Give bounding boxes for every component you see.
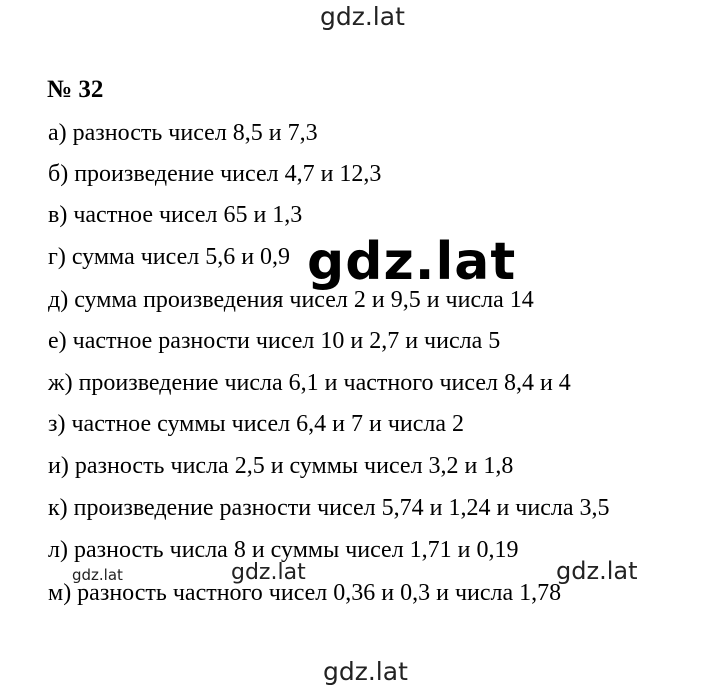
watermark-small-left: gdz.lat	[72, 566, 123, 584]
exercise-title: № 32	[47, 76, 104, 103]
task-item-i: и) разность числа 2,5 и суммы чисел 3,2 и 1,8	[48, 453, 514, 479]
task-item-a: а) разность чисел 8,5 и 7,3	[48, 120, 318, 146]
task-item-g: г) сумма чисел 5,6 и 0,9	[48, 244, 291, 270]
task-item-d: д) сумма произведения чисел 2 и 9,5 и числа 14	[48, 287, 534, 313]
task-item-e: е) частное разности чисел 10 и 2,7 и числа 5	[48, 328, 501, 354]
task-item-m: м) разность частного чисел 0,36 и 0,3 и числа 1,78	[48, 580, 562, 606]
watermark-right: gdz.lat	[556, 557, 638, 585]
task-item-k: к) произведение разности чисел 5,74 и 1,24 и числа 3,5	[48, 495, 610, 521]
watermark-mid-left: gdz.lat	[231, 560, 306, 585]
task-item-z: з) частное суммы чисел 6,4 и 7 и числа 2	[48, 411, 465, 437]
task-item-v: в) частное чисел 65 и 1,3	[48, 202, 303, 228]
task-item-zh: ж) произведение числа 6,1 и частного чисел 8,4 и 4	[48, 370, 571, 396]
task-item-l: л) разность числа 8 и суммы чисел 1,71 и 0,19	[48, 537, 519, 563]
task-item-b: б) произведение чисел 4,7 и 12,3	[48, 161, 382, 187]
watermark-top: gdz.lat	[320, 2, 405, 31]
watermark-center: gdz.lat	[307, 232, 517, 292]
watermark-bottom: gdz.lat	[323, 657, 408, 686]
